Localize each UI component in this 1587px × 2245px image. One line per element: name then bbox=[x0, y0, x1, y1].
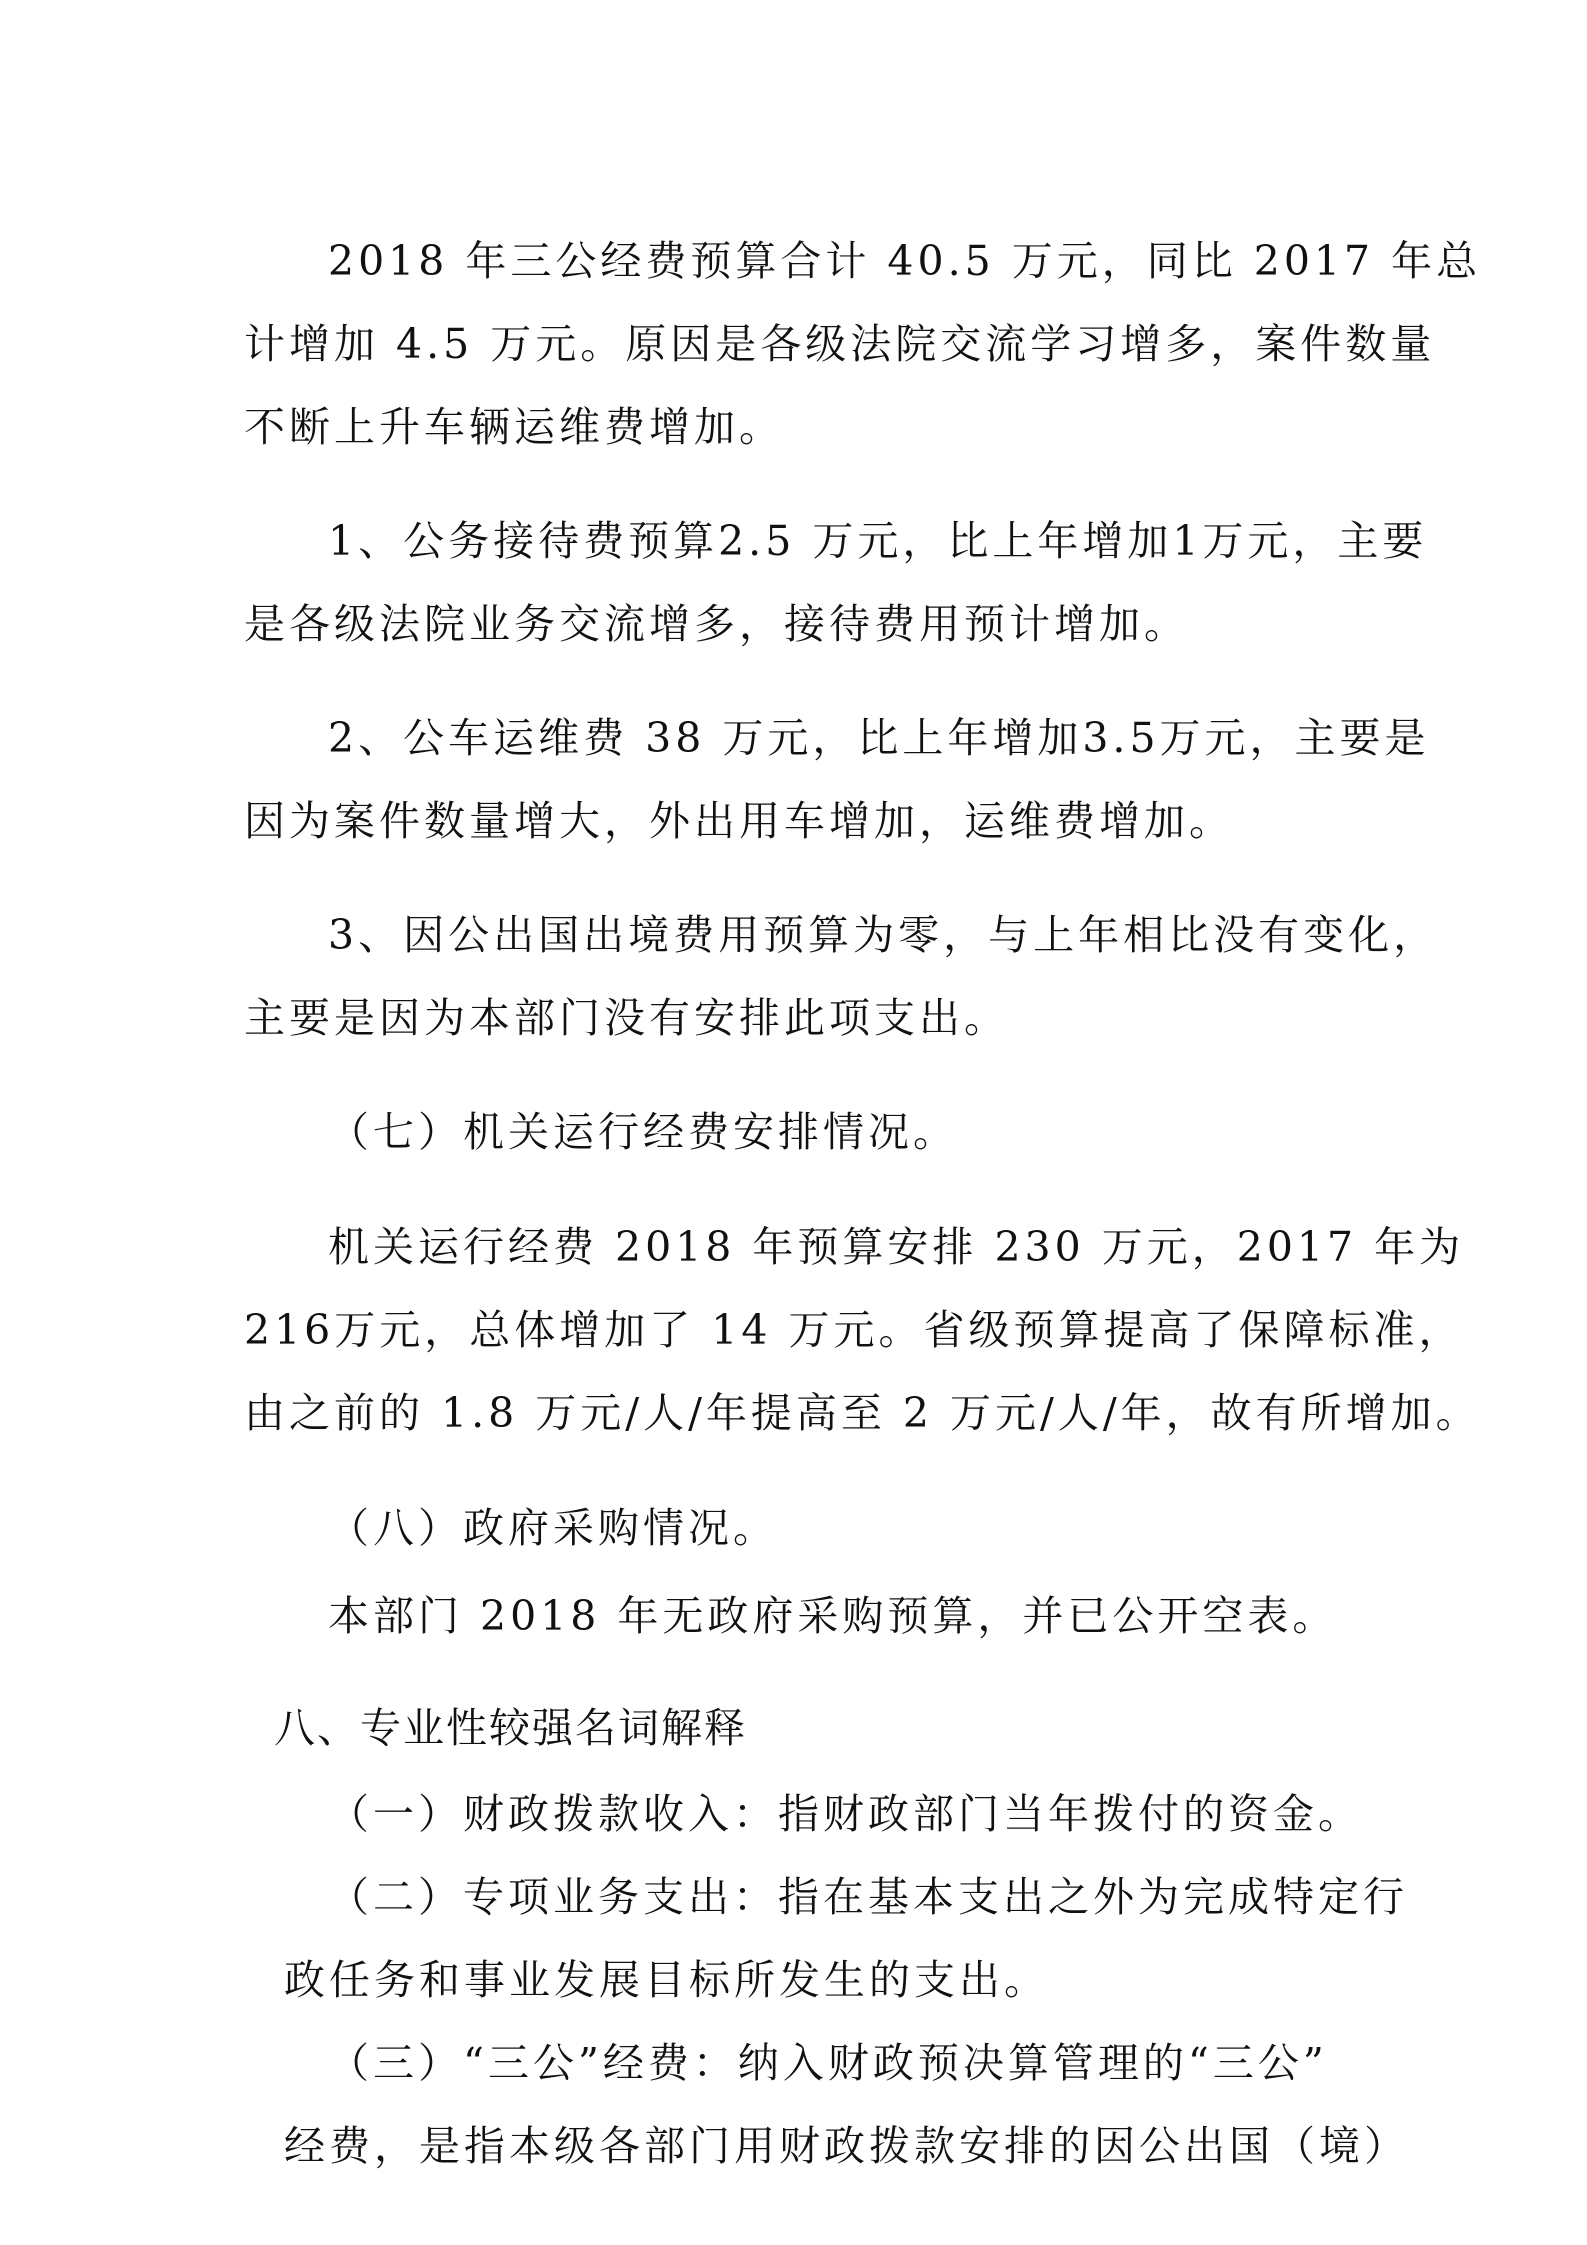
para1-line3: 不断上升车辆运维费增加。 bbox=[244, 403, 784, 451]
section7-line3: 由之前的 1.8 万元/人/年提高至 2 万元/人/年，故有所增加。 bbox=[244, 1389, 1481, 1437]
section8-title: （八）政府采购情况。 bbox=[328, 1504, 778, 1552]
para1-line1: 2018 年三公经费预算合计 40.5 万元，同比 2017 年总 bbox=[328, 237, 1482, 285]
section7-line2: 216万元，总体增加了 14 万元。省级预算提高了保障标准， bbox=[244, 1306, 1464, 1354]
item2-line1: 2、公车运维费 38 万元，比上年增加3.5万元，主要是 bbox=[328, 714, 1430, 762]
definition-3-line1: （三）“三公”经费：纳入财政预决算管理的“三公” bbox=[328, 2039, 1328, 2087]
section7-line1: 机关运行经费 2018 年预算安排 230 万元，2017 年为 bbox=[328, 1223, 1465, 1271]
definition-2-line1: （二）专项业务支出：指在基本支出之外为完成特定行 bbox=[328, 1873, 1408, 1921]
item2-line2: 因为案件数量增大，外出用车增加，运维费增加。 bbox=[244, 797, 1234, 845]
definition-1: （一）财政拨款收入：指财政部门当年拨付的资金。 bbox=[328, 1790, 1363, 1838]
para1-line2: 计增加 4.5 万元。原因是各级法院交流学习增多，案件数量 bbox=[244, 320, 1436, 368]
section8-line1: 本部门 2018 年无政府采购预算，并已公开空表。 bbox=[328, 1592, 1338, 1640]
definition-2-line2: 政任务和事业发展目标所发生的支出。 bbox=[284, 1956, 1049, 2004]
chapter8-heading: 八、专业性较强名词解释 bbox=[274, 1704, 747, 1752]
item1-line1: 1、公务接待费预算2.5 万元，比上年增加1万元，主要 bbox=[328, 517, 1428, 565]
section7-title: （七）机关运行经费安排情况。 bbox=[328, 1108, 958, 1156]
item1-line2: 是各级法院业务交流增多，接待费用预计增加。 bbox=[244, 600, 1189, 648]
definition-3-line2: 经费，是指本级各部门用财政拨款安排的因公出国（境） bbox=[284, 2122, 1409, 2170]
item3-line1: 3、因公出国出境费用预算为零，与上年相比没有变化， bbox=[328, 911, 1439, 959]
item3-line2: 主要是因为本部门没有安排此项支出。 bbox=[244, 994, 1009, 1042]
